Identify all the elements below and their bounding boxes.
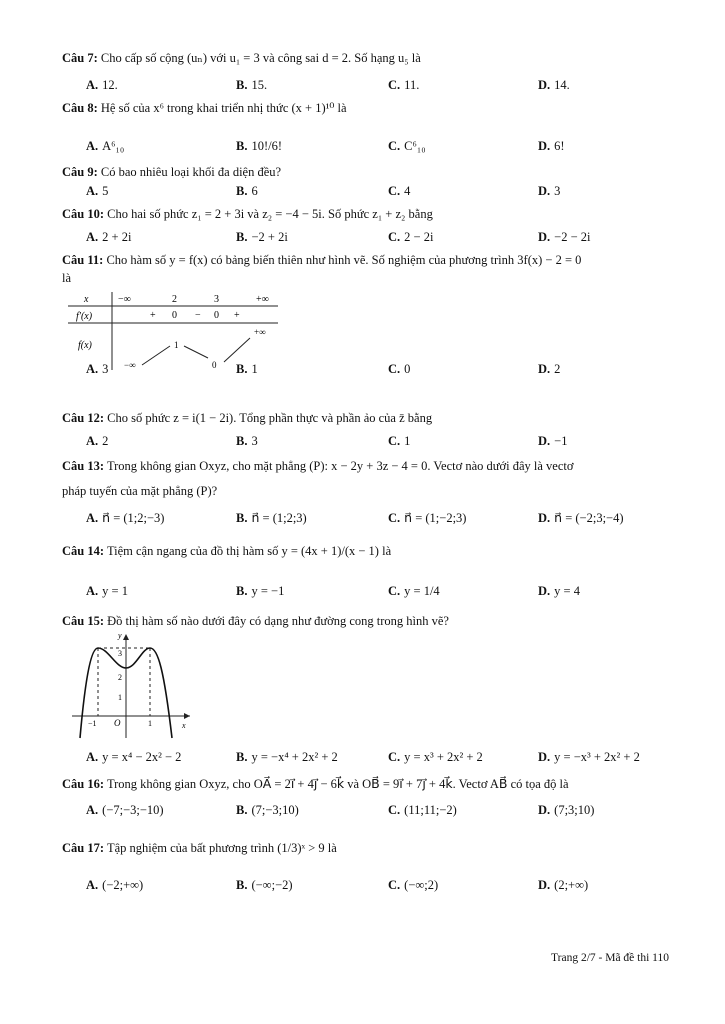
question-16: Câu 16: Trong không gian Oxyz, cho OA⃗ = 2i⃗ + 4j⃗ − 6k⃗ và OB⃗ = 9i⃗ + 7j⃗ + 4k⃗. Vectơ AB⃗ có tọa độ là xyxy=(62,777,569,791)
sign: + xyxy=(150,310,156,321)
option-a[interactable]: A. y = x⁴ − 2x² − 2 xyxy=(86,750,182,764)
option-b[interactable]: B. y = −x⁴ + 2x² + 2 xyxy=(236,750,338,764)
option-a[interactable]: A. 3 xyxy=(86,362,109,376)
option-a[interactable]: A. A⁶₁₀ xyxy=(86,139,125,153)
option-d[interactable]: D. 6! xyxy=(538,139,565,153)
options-14 xyxy=(86,583,685,601)
option-c[interactable]: C. 2 − 2i xyxy=(388,230,434,244)
question-15: Câu 15: Đồ thị hàm số nào dưới đây có dạng như đường cong trong hình vẽ? xyxy=(62,614,449,628)
option-b[interactable]: B. 10!/6! xyxy=(236,139,283,153)
y-axis-label: y xyxy=(118,631,122,640)
option-c[interactable]: C. 4 xyxy=(388,184,411,198)
question-13: Câu 13: Trong không gian Oxyz, cho mặt phẳng (P): x − 2y + 3z − 4 = 0. Vectơ nào dưới đây là vectơ xyxy=(62,459,574,473)
curve-graph xyxy=(66,630,196,742)
option-a[interactable]: A. 12. xyxy=(86,78,118,92)
question-7 xyxy=(62,50,685,66)
option-c[interactable]: C. 1 xyxy=(388,434,411,448)
x-value: +∞ xyxy=(256,294,269,305)
question-11-cont: là xyxy=(62,271,72,285)
decrease-arrow xyxy=(184,346,208,358)
option-a[interactable]: A. (−2;+∞) xyxy=(86,878,144,892)
y-tick: 1 xyxy=(118,693,122,702)
question-9: Câu 9: Có bao nhiêu loại khối đa diện đều? xyxy=(62,165,282,179)
option-a[interactable]: A. (−7;−3;−10) xyxy=(86,803,164,817)
option-b[interactable]: B. (7;−3;10) xyxy=(236,803,299,817)
option-c[interactable]: C. 0 xyxy=(388,362,411,376)
y-axis-arrow xyxy=(123,634,129,640)
option-d[interactable]: D. 2 xyxy=(538,362,561,376)
option-b[interactable]: B. 6 xyxy=(236,184,258,198)
option-b[interactable]: B. −2 + 2i xyxy=(236,230,288,244)
question-12: Câu 12: Cho số phức z = i(1 − 2i). Tổng phần thực và phần ảo của z̄ bằng xyxy=(62,411,433,425)
option-d[interactable]: D. (2;+∞) xyxy=(538,878,589,892)
option-b[interactable]: B. 15. xyxy=(236,78,268,92)
y-tick: 3 xyxy=(118,649,122,658)
origin-label: O xyxy=(114,718,121,728)
page-footer: Trang 2/7 - Mã đề thi 110 xyxy=(551,952,669,964)
f-value: −∞ xyxy=(124,360,136,370)
option-c[interactable]: C. (11;11;−2) xyxy=(388,803,457,817)
question-8: Câu 8: Hệ số của x⁶ trong khai triển nhị thức (x + 1)¹⁰ là xyxy=(62,101,347,115)
option-b[interactable]: B. n⃗ = (1;2;3) xyxy=(236,511,307,525)
sign: 0 xyxy=(214,310,219,321)
y-tick: 2 xyxy=(118,673,122,682)
options-13 xyxy=(86,510,685,528)
option-d[interactable]: D. 14. xyxy=(538,78,570,92)
option-d[interactable]: D. y = −x³ + 2x² + 2 xyxy=(538,750,640,764)
option-d[interactable]: D. n⃗ = (−2;3;−4) xyxy=(538,511,624,525)
question-10: Câu 10: Cho hai số phức z₁ = 2 + 3i và z₂ = −4 − 5i. Số phức z₁ + z₂ bằng xyxy=(62,207,433,221)
option-c[interactable]: C. 11. xyxy=(388,78,420,92)
option-b[interactable]: B. 3 xyxy=(236,434,258,448)
option-b[interactable]: B. 1 xyxy=(236,362,258,376)
x-value: −∞ xyxy=(118,294,131,305)
x-axis-arrow xyxy=(184,713,190,719)
x-value: 3 xyxy=(214,294,219,305)
f-value: 0 xyxy=(212,360,217,370)
option-d[interactable]: D. (7;3;10) xyxy=(538,803,595,817)
options-16 xyxy=(86,802,685,820)
x-tick: 1 xyxy=(148,719,152,728)
sign: + xyxy=(234,310,240,321)
options-9 xyxy=(86,183,685,201)
option-c[interactable]: C. C⁶₁₀ xyxy=(388,139,426,153)
option-b[interactable]: B. (−∞;−2) xyxy=(236,878,293,892)
x-axis-label: x xyxy=(182,721,186,730)
option-d[interactable]: D. −1 xyxy=(538,434,568,448)
question-text: Cho cấp số cộng (uₙ) với u₁ = 3 và công sai d = 2. Số hạng u₅ là xyxy=(100,51,421,65)
question-number: Câu 7: xyxy=(62,51,98,65)
row-label-f: f(x) xyxy=(78,340,92,351)
options-11 xyxy=(86,361,685,379)
question-11: Câu 11: Cho hàm số y = f(x) có bảng biến thiên như hình vẽ. Số nghiệm của phương trình 3f(x) − 2 = 0 xyxy=(62,253,582,267)
option-c[interactable]: C. y = 1/4 xyxy=(388,584,440,598)
option-a[interactable]: A. 2 + 2i xyxy=(86,230,132,244)
options-17 xyxy=(86,877,685,895)
option-a[interactable]: A. 2 xyxy=(86,434,109,448)
sign: 0 xyxy=(172,310,177,321)
f-value: 1 xyxy=(174,340,179,350)
option-d[interactable]: D. 3 xyxy=(538,184,561,198)
x-tick: −1 xyxy=(88,719,97,728)
option-c[interactable]: C. n⃗ = (1;−2;3) xyxy=(388,511,467,525)
sign: − xyxy=(195,310,201,321)
option-d[interactable]: D. y = 4 xyxy=(538,584,580,598)
f-value: +∞ xyxy=(254,327,266,337)
option-a[interactable]: A. n⃗ = (1;2;−3) xyxy=(86,511,165,525)
option-c[interactable]: C. (−∞;2) xyxy=(388,878,439,892)
row-label-fprime: f′(x) xyxy=(76,311,93,322)
x-value: 2 xyxy=(172,294,177,305)
options-7 xyxy=(86,77,685,95)
options-10 xyxy=(86,229,685,247)
option-d[interactable]: D. −2 − 2i xyxy=(538,230,591,244)
option-b[interactable]: B. y = −1 xyxy=(236,584,285,598)
row-label-x: x xyxy=(84,294,89,305)
options-12 xyxy=(86,433,685,451)
option-c[interactable]: C. y = x³ + 2x² + 2 xyxy=(388,750,483,764)
question-17: Câu 17: Tập nghiệm của bất phương trình (1/3)ˣ > 9 là xyxy=(62,841,337,855)
option-a[interactable]: A. y = 1 xyxy=(86,584,128,598)
options-8 xyxy=(86,138,685,156)
option-a[interactable]: A. 5 xyxy=(86,184,109,198)
question-14: Câu 14: Tiệm cận ngang của đồ thị hàm số y = (4x + 1)/(x − 1) là xyxy=(62,544,392,558)
variation-table xyxy=(62,290,282,372)
options-15 xyxy=(86,749,685,767)
question-13-cont: pháp tuyến của mặt phẳng (P)? xyxy=(62,484,218,498)
increase-arrow xyxy=(224,338,250,362)
